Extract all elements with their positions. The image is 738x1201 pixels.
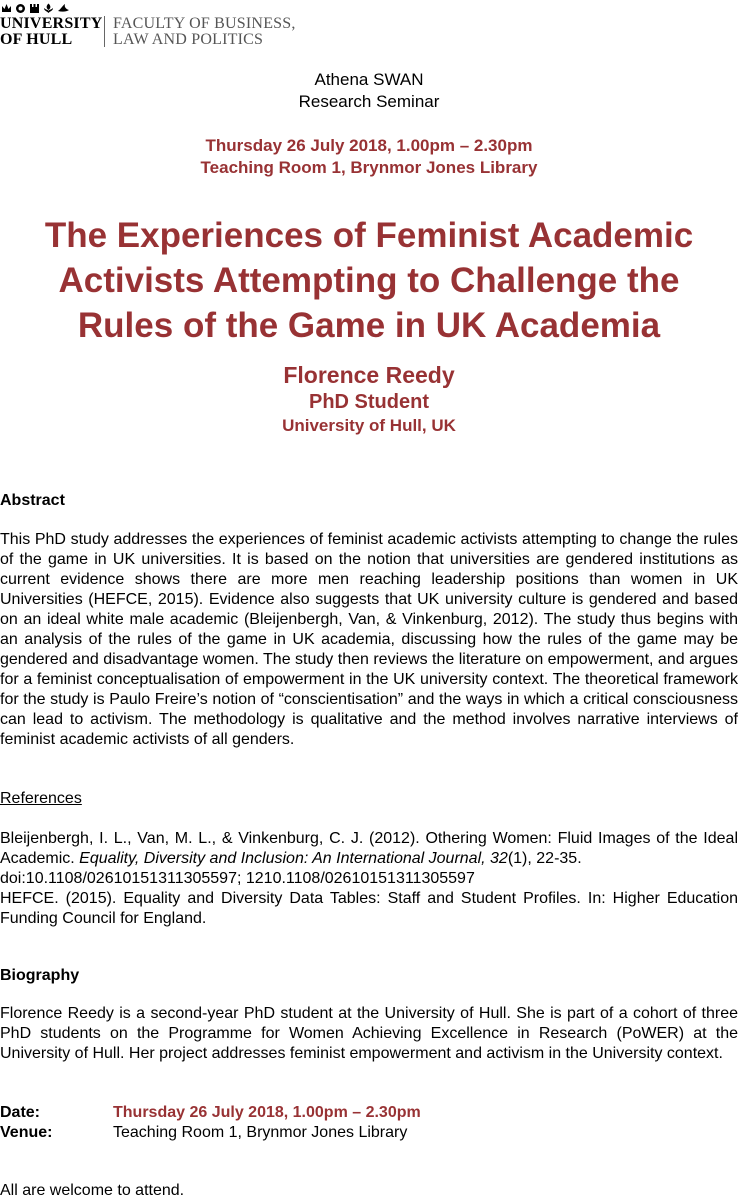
event-location: Teaching Room 1, Brynmor Jones Library [200,158,538,177]
reference-1 [0,829,738,889]
reference-1-journal: Equality, Diversity and Inclusion: An International Journal, 32 [79,850,508,867]
speaker-block [0,361,738,437]
biography-heading: Biography [0,967,80,984]
logo-divider [104,16,105,47]
university-line-2: OF HULL [0,31,73,48]
venue-value: Teaching Room 1, Brynmor Jones Library [113,1124,408,1141]
talk-title-line-1: The Experiences of Feminist Academic [44,216,694,255]
university-logo [0,0,305,50]
university-name [0,16,102,48]
series-line-1: Athena SWAN [314,70,424,89]
speaker-role: PhD Student [309,391,429,413]
venue-label: Venue: [0,1124,53,1141]
speaker-name: Florence Reedy [283,362,455,388]
date-value: Thursday 26 July 2018, 1.00pm – 2.30pm [113,1104,421,1121]
event-datetime-location [0,135,738,179]
series-line-2: Research Seminar [298,92,440,111]
abstract-text: This PhD study addresses the experiences of feminist academic activists attempting to change the rules of the game in UK universities. It is based on the notion that universities are gendered institutions as current evidence shows there are more men reaching leadership positions than women in UK Universities (HEFCE, 2015). Evidence also suggests that UK university culture is gendered and based on an ideal white male academic (Bleijenbergh, Van, & Vinkenburg, 2012). The study thus begins with an analysis of the rules of the game in UK academia, discussing how the rules of the game may be gendered and disadvantage women. The study then reviews the literature on empowerment, and argues for a feminist conceptualisation of empowerment in the UK university context. The theoretical framework for the study is Paulo Freire’s notion of “conscientisation” and the ways in which a critical consciousness can lead to activism. The methodology is qualitative and the method involves narrative interviews of feminist academic activists of all genders. [0,531,738,748]
rose-icon [15,3,26,14]
series-heading [0,69,738,113]
crest-icons [1,2,70,14]
fleur-de-lis-icon [43,3,54,14]
welcome-note: All are welcome to attend. [0,1182,185,1199]
university-line-1: UNIVERSITY [0,15,103,32]
event-details [0,1103,738,1143]
date-label: Date: [0,1104,41,1121]
event-datetime: Thursday 26 July 2018, 1.00pm – 2.30pm [205,136,533,155]
bird-icon [57,3,70,14]
biography-section [0,1004,738,1064]
abstract-heading: Abstract [0,492,65,509]
talk-title-line-3: Rules of the Game in UK Academia [77,306,661,345]
faculty-line-2: LAW AND POLITICS [113,31,264,48]
faculty-line-1: FACULTY OF BUSINESS, [113,15,296,32]
talk-title [0,213,738,348]
reference-1-authors: Bleijenbergh, I. L., Van, M. L., & Vinkenburg, C. J. (2012). Othering Women: Fluid Images of the Ideal Academic. [0,830,738,867]
reference-1-doi: doi:10.1108/02610151311305597; 1210.1108/02610151311305597 [0,870,475,887]
reference-1-pages: (1), 22-35. [507,850,582,867]
crown-icon [1,3,12,14]
venue-row [0,1123,738,1143]
reference-2: HEFCE. (2015). Equality and Diversity Data Tables: Staff and Student Profiles. In: Higher Education Funding Council for England. [0,890,738,927]
date-row [0,1103,738,1123]
tower-icon [29,3,40,14]
references-heading: References [0,790,82,807]
references-section [0,829,738,929]
abstract-section [0,530,738,750]
talk-title-line-2: Activists Attempting to Challenge the [58,261,680,300]
faculty-name [113,16,296,48]
biography-text: Florence Reedy is a second-year PhD student at the University of Hull. She is part of a cohort of three PhD students on the Programme for Women Achieving Excellence in Research (PoWER) at the University of Hull. Her project addresses feminist empowerment and activism in the University context. [0,1005,738,1062]
speaker-affiliation: University of Hull, UK [282,416,456,435]
